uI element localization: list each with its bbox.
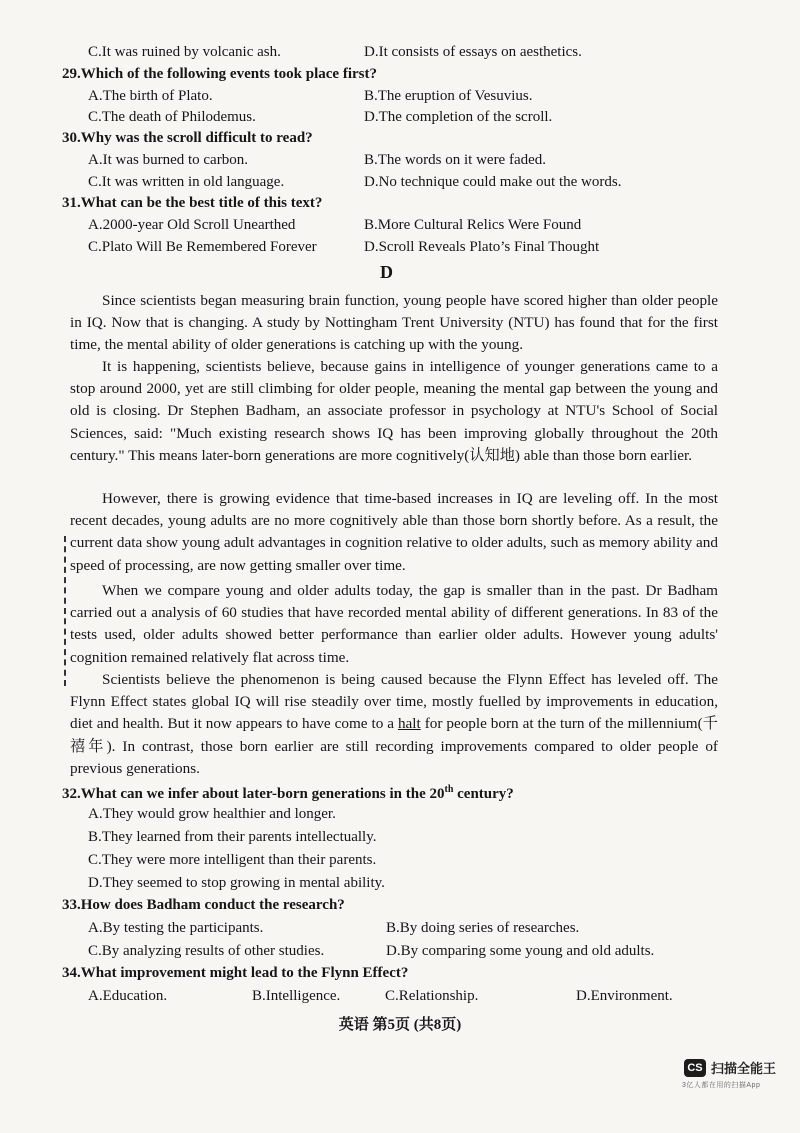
q32-option-b: B.They learned from their parents intellectually. — [88, 829, 377, 845]
passage-paragraph-4: When we compare young and older adults today, the gap is smaller than in the past. Dr Badham carried out a analysis of 60 studies that have recorded mental ability of different generations. In 83 of the tests used, older adults showed better performance than earlier older adults. However young adults' cognition remained relatively flat across time. — [70, 582, 718, 666]
section-heading: D — [380, 262, 393, 282]
q30-stem: 30.Why was the scroll difficult to read? — [62, 130, 313, 146]
q33-option-b: B.By doing series of researches. — [386, 920, 580, 936]
q32-option-a: A.They would grow healthier and longer. — [88, 806, 336, 822]
q29-option-b: B.The eruption of Vesuvius. — [364, 88, 533, 104]
passage-paragraph-1: Since scientists began measuring brain function, young people have scored higher than older people in IQ. Now that is changing. A study by Nottingham Trent University (NTU) has found that for the first time, the mental ability of older generations is catching up with the young. — [70, 292, 718, 354]
q29-stem: 29.Which of the following events took place first? — [62, 66, 377, 82]
q31-option-a: A.2000-year Old Scroll Unearthed — [88, 217, 296, 233]
q34-option-c: C.Relationship. — [385, 988, 479, 1004]
page-footer: 英语 第5页 (共8页) — [338, 1017, 462, 1033]
q31-option-c: C.Plato Will Be Remembered Forever — [88, 239, 317, 255]
q33-option-c: C.By analyzing results of other studies. — [88, 943, 325, 959]
q28-option-d: D.It consists of essays on aesthetics. — [364, 44, 582, 60]
q29-option-c: C.The death of Philodemus. — [88, 109, 256, 125]
passage-paragraph-5: Scientists believe the phenomenon is being caused because the Flynn Effect has leveled off. The Flynn Effect states global IQ will rise steadily over time, mostly fuelled by improvements in education, diet and health. But it now appears to have come to a halt for people born at the turn of the millennium(千禧年). In contrast, those born earlier are still recording improvements compared to older people of previous generations. — [70, 671, 718, 777]
scanner-logo — [684, 1058, 776, 1077]
q31-option-b: B.More Cultural Relics Were Found — [364, 217, 582, 233]
scanner-tagline: 3亿人都在用的扫描App — [682, 1082, 761, 1089]
q33-option-d: D.By comparing some young and old adults. — [386, 943, 655, 959]
q29-option-d: D.The completion of the scroll. — [364, 109, 553, 125]
passage-paragraph-3: However, there is growing evidence that time-based increases in IQ are leveling off. In the most recent decades, young adults are no more cognitively able than those born shortly before. As a result, the current data show young adult advantages in cognition relative to older adults, such as memory ability and speed of processing, are now getting smaller over time. — [70, 490, 718, 574]
q34-option-d: D.Environment. — [576, 988, 673, 1004]
q33-option-a: A.By testing the participants. — [88, 920, 264, 936]
q34-option-a: A.Education. — [88, 988, 168, 1004]
q30-option-a: A.It was burned to carbon. — [88, 152, 248, 168]
cs-logo-icon: CS — [684, 1059, 706, 1077]
q32-option-c: C.They were more intelligent than their parents. — [88, 852, 377, 868]
underlined-word-halt: halt — [397, 715, 421, 733]
scanner-app-name: 扫描全能王 — [711, 1061, 777, 1076]
q30-option-b: B.The words on it were faded. — [364, 152, 547, 168]
q29-option-a: A.The birth of Plato. — [88, 88, 213, 104]
q34-option-b: B.Intelligence. — [252, 988, 341, 1004]
q31-option-d: D.Scroll Reveals Plato’s Final Thought — [364, 239, 600, 255]
binding-margin-marks — [64, 536, 70, 686]
q31-stem: 31.What can be the best title of this text? — [62, 195, 323, 211]
passage-paragraph-2: It is happening, scientists believe, because gains in intelligence of younger generations came to a stop around 2000, yet are still climbing for older people, meaning the mental gap between the young and old is closing. Dr Stephen Badham, an associate professor in psychology at NTU's School of Social Sciences, said: "Much existing research shows IQ has been improving globally throughout the 20th century." This means later-born generations are more cognitively(认知地) able than those born earlier. — [70, 358, 718, 464]
q33-stem: 33.How does Badham conduct the research? — [62, 897, 345, 913]
q30-option-c: C.It was written in old language. — [88, 174, 285, 190]
q34-stem: 34.What improvement might lead to the Flynn Effect? — [62, 965, 409, 981]
q32-option-d: D.They seemed to stop growing in mental ability. — [88, 875, 385, 891]
q30-option-d: D.No technique could make out the words. — [364, 174, 622, 190]
q32-stem: 32.What can we infer about later-born generations in the 20th century? — [62, 784, 514, 802]
q28-option-c: C.It was ruined by volcanic ash. — [88, 44, 281, 60]
